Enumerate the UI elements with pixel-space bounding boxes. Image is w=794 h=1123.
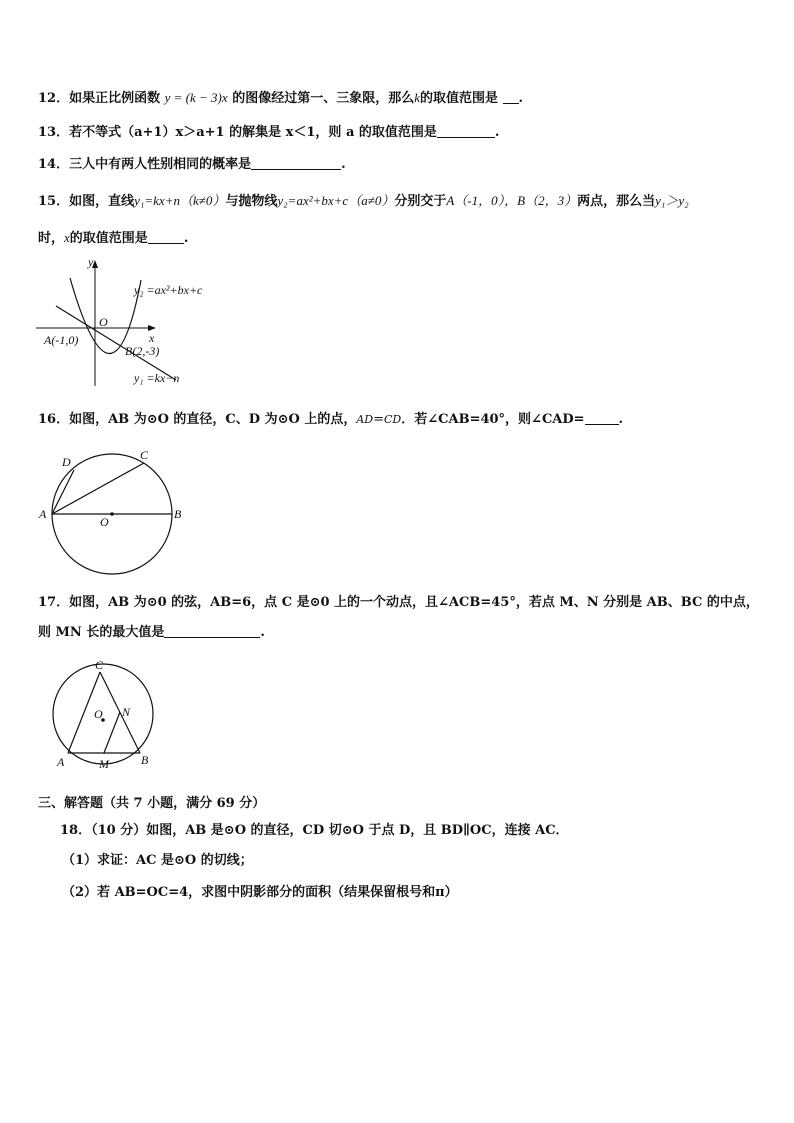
label-m: M [99,757,109,771]
q17-text-b: 则 MN 长的最大值是 [38,625,165,640]
label-c: C [140,448,149,462]
question-17-line-2 [38,624,265,642]
q15-answer-blank[interactable] [148,230,184,244]
arc-ad-symbol: AD [356,413,374,426]
label-c: C [95,658,104,672]
q12-k: k [414,90,420,105]
q17-text-a: 17．如图，AB 为⊙0 的弦，AB=6，点 C 是⊙0 上的一个动点，且∠ACB=45°，若点 M、N 分别是 AB、BC 的中点， [38,595,759,610]
q15-text-d: 时， [38,231,65,246]
q15-parabola-eq: y₂=ax²+bx+c（a≠0） [277,193,395,208]
q12-end: . [518,91,524,106]
q16-text-a: 16．如图，AB 为⊙O 的直径，C、D 为⊙O 上的点， [38,412,357,427]
point-a-label: A(-1,0) [44,333,79,347]
q15-text-mid: 与抛物线 [225,194,278,209]
q15-text-e: 的取值范围是 [69,231,148,246]
q13-end: . [494,125,500,140]
question-18-part-1: （1）求证：AC 是⊙O 的切线； [62,853,253,868]
question-14 [38,156,346,174]
label-d: D [62,455,71,469]
segment-mn [104,712,120,753]
chord-ac [52,463,144,514]
q14-end: . [341,157,346,172]
q12-answer-blank[interactable] [503,90,519,104]
section-3-heading: 三、解答题（共 7 小题，满分 69 分） [38,796,266,811]
arc-equal-sign: = [373,412,384,427]
figure-15-graph [36,254,236,390]
q14-number: 14． [38,157,70,172]
q16-end: . [618,412,624,427]
label-a: A [39,507,47,521]
q15-end: . [183,231,189,246]
label-a: A [57,755,65,769]
q13-answer-blank[interactable] [437,124,495,138]
label-b: B [174,507,182,521]
q16-text-b: ．若∠CAB=40°，则∠CAD= [401,412,585,427]
q14-text: 三人中有两人性别相同的概率是 [69,157,252,172]
center-point [110,512,114,516]
q13-number: 13． [38,125,70,140]
q12-text-b: 的图像经过第一、三象限，那么 [232,91,415,106]
parabola-label: y₂ =ax²+bx+c [134,283,203,297]
q13-text: 若不等式（a+1）x＞a+1 的解集是 x＜1，则 a 的取值范围是 [69,125,437,140]
q15-condition: y₁＞y₂ [655,193,689,208]
question-17-line-1 [38,594,759,612]
label-b: B [141,753,149,767]
question-16 [38,411,623,429]
question-18-part-2: （2）若 AB=OC=4，求图中阴影部分的面积（结果保留根号和π） [62,885,458,900]
question-13 [38,124,499,142]
x-axis-label: x [149,331,155,345]
q15-x: x [64,230,70,245]
q17-answer-blank[interactable] [164,624,260,638]
label-o: O [100,515,109,529]
label-o: O [94,707,103,721]
point-b-label: B(2,-3) [125,344,160,358]
q17-end: . [260,625,265,640]
q12-text-a: 如果正比例函数 [69,91,161,106]
q15-points: A（-1，0），B（2，3） [446,193,578,208]
origin-label: O [99,315,108,329]
q14-answer-blank[interactable] [251,156,341,170]
question-15-line-2 [38,229,188,248]
q15-text-b: 分别交于 [394,194,447,209]
line-label: y₁ =kx−n [134,371,180,385]
q12-text-c: 的取值范围是 [419,91,498,106]
label-n: N [122,705,131,719]
arc-cd-symbol: CD [384,413,402,426]
figure-17-circle [50,654,162,772]
q15-text-c: 两点，那么当 [577,194,656,209]
question-18-stem: 18．（10 分）如图，AB 是⊙O 的直径，CD 切⊙O 于点 D，且 BD∥OC，连接 AC． [60,823,569,838]
question-15-line-1 [38,192,689,211]
y-axis-label: y [88,255,94,269]
q15-text-a: 15．如图，直线 [38,194,135,209]
q12-formula: y = (k − 3)x [164,90,228,105]
figure-16-circle [36,445,196,575]
q12-number: 12． [38,91,70,106]
q16-answer-blank[interactable] [585,411,619,425]
q15-line-eq: y₁=kx+n（k≠0） [134,193,226,208]
question-12 [38,89,523,108]
